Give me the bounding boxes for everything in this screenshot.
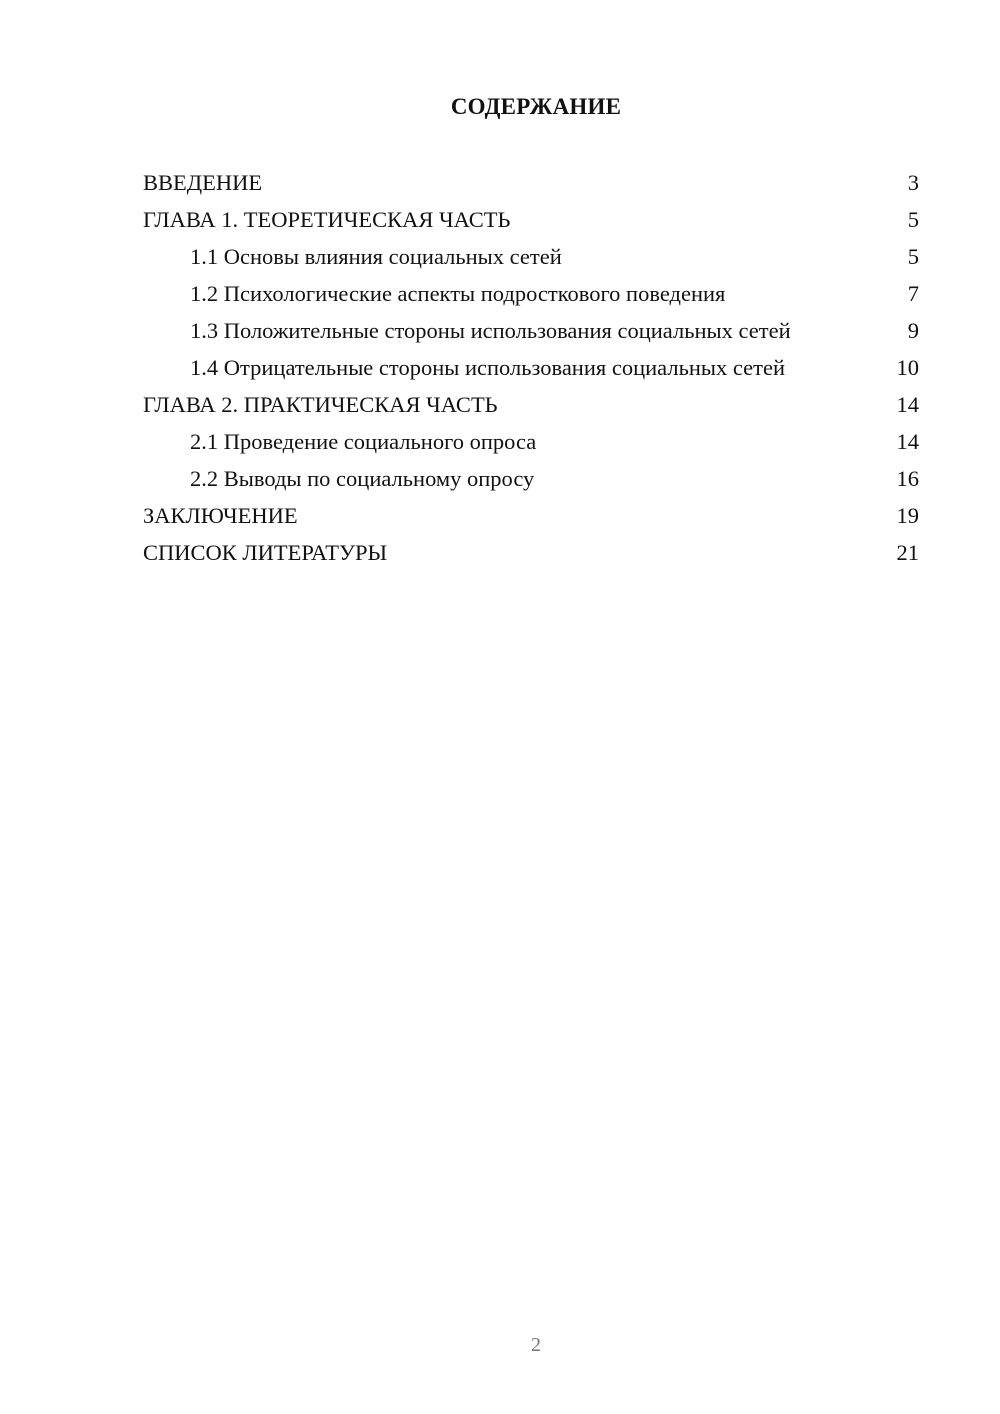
toc-entry-label: СПИСОК ЛИТЕРАТУРЫ <box>143 540 388 565</box>
toc-entry-label: 2.2 Выводы по социальному опросу <box>190 466 535 491</box>
toc-entry-label: 1.2 Психологические аспекты подросткового поведения <box>190 281 726 306</box>
toc-entry-page: 5 <box>907 244 919 269</box>
toc-entry-section-1-1[interactable] <box>143 244 919 270</box>
toc-entry-section-2-1[interactable] <box>143 429 919 455</box>
toc-entry-page: 9 <box>907 318 919 343</box>
toc-entry-page: 14 <box>896 392 919 417</box>
toc-entry-label: ГЛАВА 2. ПРАКТИЧЕСКАЯ ЧАСТЬ <box>143 392 498 417</box>
toc-entry-label: 1.4 Отрицательные стороны использования социальных сетей <box>190 355 785 380</box>
toc-entry-page: 14 <box>896 429 919 454</box>
page-title: СОДЕРЖАНИЕ <box>450 94 622 119</box>
toc-entry-page: 16 <box>896 466 919 491</box>
toc-entry-page: 21 <box>896 540 919 565</box>
toc-entry-label: 2.1 Проведение социального опроса <box>190 429 537 454</box>
toc-entry-page: 10 <box>896 355 919 380</box>
toc-entry-section-1-3[interactable] <box>143 318 919 344</box>
toc-entry-chapter-2[interactable] <box>143 392 919 418</box>
toc-entry-label: 1.1 Основы влияния социальных сетей <box>190 244 562 269</box>
toc-entry-section-1-4[interactable] <box>143 355 919 381</box>
toc-entry-introduction[interactable] <box>143 170 919 196</box>
toc-entry-section-2-2[interactable] <box>143 466 919 492</box>
page-number: 2 <box>531 1334 541 1356</box>
toc-entry-page: 3 <box>907 170 919 195</box>
toc-entry-label: 1.3 Положительные стороны использования социальных сетей <box>190 318 791 343</box>
toc-entry-page: 7 <box>907 281 919 306</box>
toc-entry-chapter-1[interactable] <box>143 207 919 233</box>
toc-entry-label: ВВЕДЕНИЕ <box>143 170 263 195</box>
toc-entry-page: 19 <box>896 503 919 528</box>
toc-entry-label: ЗАКЛЮЧЕНИЕ <box>143 503 298 528</box>
toc-entry-conclusion[interactable] <box>143 503 919 529</box>
toc-entry-page: 5 <box>907 207 919 232</box>
toc-entry-references[interactable] <box>143 540 919 566</box>
table-of-contents <box>143 170 919 577</box>
toc-entry-label: ГЛАВА 1. ТЕОРЕТИЧЕСКАЯ ЧАСТЬ <box>143 207 511 232</box>
toc-entry-section-1-2[interactable] <box>143 281 919 307</box>
